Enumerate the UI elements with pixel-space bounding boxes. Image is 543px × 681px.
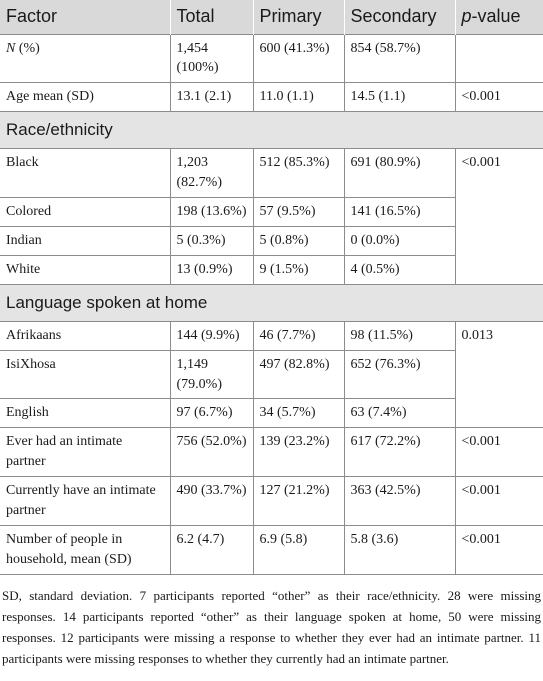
cell-primary: 46 (7.7%) [253, 321, 344, 350]
section-header-row [0, 284, 543, 321]
cell-secondary: 63 (7.4%) [344, 399, 455, 428]
row-label: Colored [0, 198, 170, 227]
row-label: English [0, 399, 170, 428]
cell-primary: 6.9 (5.8) [253, 525, 344, 574]
cell-secondary: 141 (16.5%) [344, 198, 455, 227]
row-label-n: N [6, 40, 16, 56]
cell-total: 1,149 (79.0%) [170, 350, 253, 399]
cell-primary: 512 (85.3%) [253, 149, 344, 198]
header-secondary: Secondary [344, 0, 455, 34]
header-row [0, 0, 543, 34]
section-header-row [0, 112, 543, 149]
row-label [0, 34, 170, 83]
cell-pvalue: <0.001 [455, 525, 543, 574]
cell-total: 756 (52.0%) [170, 428, 253, 477]
row-label: IsiXhosa [0, 350, 170, 399]
header-pvalue [455, 0, 543, 34]
row-label-rest: (%) [15, 40, 40, 56]
table-row [0, 428, 543, 477]
cell-secondary: 14.5 (1.1) [344, 83, 455, 112]
cell-primary: 5 (0.8%) [253, 226, 344, 255]
cell-total: 198 (13.6%) [170, 198, 253, 227]
cell-total: 6.2 (4.7) [170, 525, 253, 574]
row-label: Number of people in household, mean (SD) [0, 525, 170, 574]
cell-total: 1,454 (100%) [170, 34, 253, 83]
cell-pvalue [455, 34, 543, 83]
cell-primary: 139 (23.2%) [253, 428, 344, 477]
cell-secondary: 617 (72.2%) [344, 428, 455, 477]
cell-primary: 497 (82.8%) [253, 350, 344, 399]
cell-total: 13 (0.9%) [170, 255, 253, 284]
cell-pvalue: <0.001 [455, 428, 543, 477]
cell-pvalue: 0.013 [455, 321, 543, 428]
cell-secondary: 0 (0.0%) [344, 226, 455, 255]
cell-primary: 34 (5.7%) [253, 399, 344, 428]
row-label: Black [0, 149, 170, 198]
cell-primary: 127 (21.2%) [253, 477, 344, 526]
cell-total: 144 (9.9%) [170, 321, 253, 350]
row-label: Currently have an intimate partner [0, 477, 170, 526]
cell-primary: 600 (41.3%) [253, 34, 344, 83]
cell-secondary: 652 (76.3%) [344, 350, 455, 399]
cell-primary: 9 (1.5%) [253, 255, 344, 284]
header-pvalue-rest: -value [471, 5, 521, 26]
cell-total: 1,203 (82.7%) [170, 149, 253, 198]
cell-primary: 57 (9.5%) [253, 198, 344, 227]
cell-total: 13.1 (2.1) [170, 83, 253, 112]
cell-secondary: 854 (58.7%) [344, 34, 455, 83]
cell-total: 5 (0.3%) [170, 226, 253, 255]
cell-secondary: 691 (80.9%) [344, 149, 455, 198]
table-row [0, 34, 543, 83]
header-factor: Factor [0, 0, 170, 34]
table-row [0, 83, 543, 112]
section-language: Language spoken at home [0, 284, 543, 321]
cell-secondary: 4 (0.5%) [344, 255, 455, 284]
cell-secondary: 5.8 (3.6) [344, 525, 455, 574]
cell-total: 97 (6.7%) [170, 399, 253, 428]
table-row [0, 321, 543, 350]
table-row [0, 477, 543, 526]
cell-secondary: 98 (11.5%) [344, 321, 455, 350]
header-primary: Primary [253, 0, 344, 34]
cell-pvalue: <0.001 [455, 83, 543, 112]
table-row [0, 149, 543, 198]
cell-secondary: 363 (42.5%) [344, 477, 455, 526]
row-label: Afrikaans [0, 321, 170, 350]
header-total: Total [170, 0, 253, 34]
cell-primary: 11.0 (1.1) [253, 83, 344, 112]
cell-pvalue: <0.001 [455, 477, 543, 526]
header-pvalue-p: p [461, 5, 472, 26]
row-label: White [0, 255, 170, 284]
section-race-ethnicity: Race/ethnicity [0, 112, 543, 149]
cell-pvalue: <0.001 [455, 149, 543, 284]
cell-total: 490 (33.7%) [170, 477, 253, 526]
table-footnote: SD, standard deviation. 7 participants reported “other” as their race/ethnicity. 28 were missing responses. 14 participants reported “other” as their language spoken at home, 50 were missing responses. 12 participants were missing a response to whether they ever had an intimate partner. 11 participants were missing responses to whether they currently had an intimate partner. [0, 574, 543, 669]
row-label: Indian [0, 226, 170, 255]
row-label: Ever had an intimate partner [0, 428, 170, 477]
row-label: Age mean (SD) [0, 83, 170, 112]
table-row [0, 525, 543, 574]
